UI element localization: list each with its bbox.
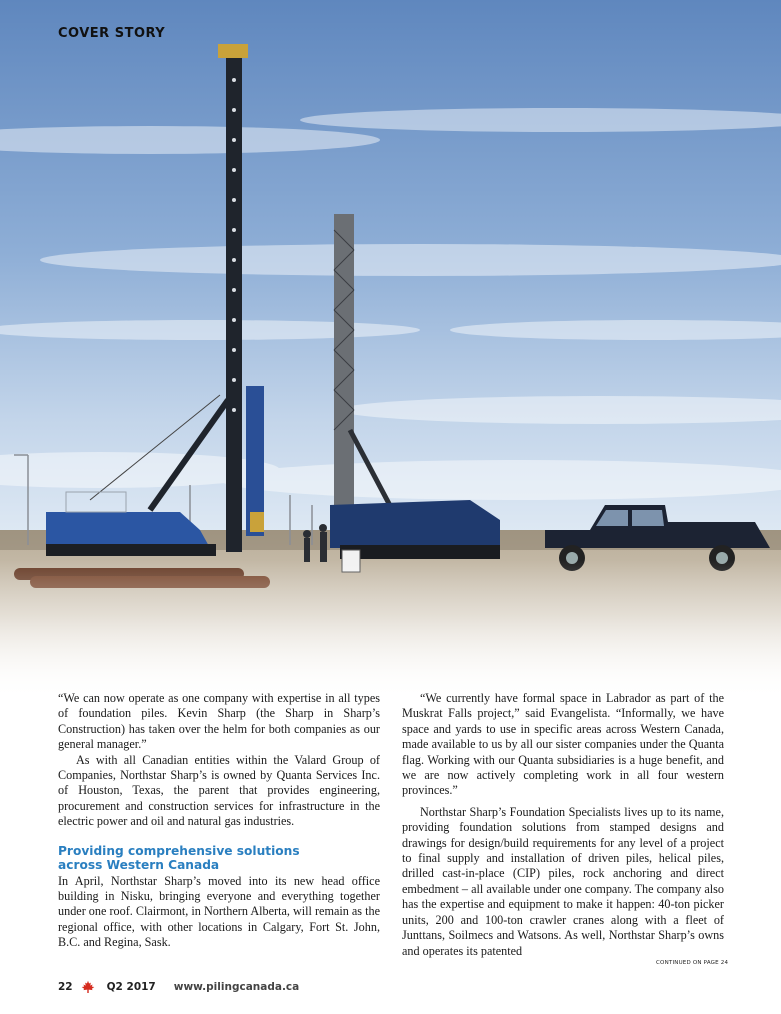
maple-leaf-icon bbox=[81, 980, 95, 994]
paragraph: Northstar Sharp’s Foundation Specialists lives up to its name, providing foundation solutions from stamped designs and drawings for design/build requirements for any level of a project to final supply and installation of driven piles, helical piles, drilled cast-in-place (CIP) piles, rock anchoring and direct embedment – all available under one company. The company also has the expertise and equipment to make it happen: 40-ton picker units, 200 and 100-ton crawler cranes along with a fleet of Junttans, Soilmecs and Watsons. As well, Northstar Sharp’s owns and operates its patented bbox=[402, 804, 724, 958]
page-number: 22 bbox=[58, 981, 73, 993]
left-column bbox=[58, 691, 380, 951]
right-column bbox=[402, 691, 724, 959]
continued-note: CONTINUED ON PAGE 24 bbox=[656, 960, 729, 966]
paragraph: As with all Canadian entities within the Valard Group of Companies, Northstar Sharp’s is owned by Quanta Services Inc. of Houston, Texas, the parent that provides engineering, procurement and construction services for infrastructure in the electric power and oil and natural gas industries. bbox=[58, 752, 380, 829]
paragraph: “We can now operate as one company with expertise in all types of foundation piles. Kevin Sharp (the Sharp in Sharp’s Construction) has taken over the helm for both companies as our general manager.” bbox=[58, 691, 380, 752]
subheading-line: Providing comprehensive solutions bbox=[58, 843, 300, 858]
subheading-line: across Western Canada bbox=[58, 857, 220, 872]
issue-label: Q2 2017 bbox=[106, 981, 156, 993]
paragraph: “We currently have formal space in Labrador as part of the Muskrat Falls project,” said Evangelista. “Informally, we have space and yards to use in specific areas across Western Canada, made available to us by all our sister companies under the Quanta flag. Working with our Quanta subsidiaries is a huge benefit, and we are now actively completing work in all four western provinces.” bbox=[402, 691, 724, 798]
page-footer bbox=[58, 978, 299, 996]
website-link[interactable]: www.pilingcanada.ca bbox=[173, 981, 300, 993]
section-label: COVER STORY bbox=[58, 26, 166, 41]
paragraph: In April, Northstar Sharp’s moved into its new head office building in Nisku, bringing everyone and everything together under one roof. Clairmont, in Northern Alberta, will remain as the regional office, with other locations in Calgary, Fort St. John, B.C. and Regina, Sask. bbox=[58, 873, 380, 950]
section-subheading bbox=[58, 844, 380, 872]
